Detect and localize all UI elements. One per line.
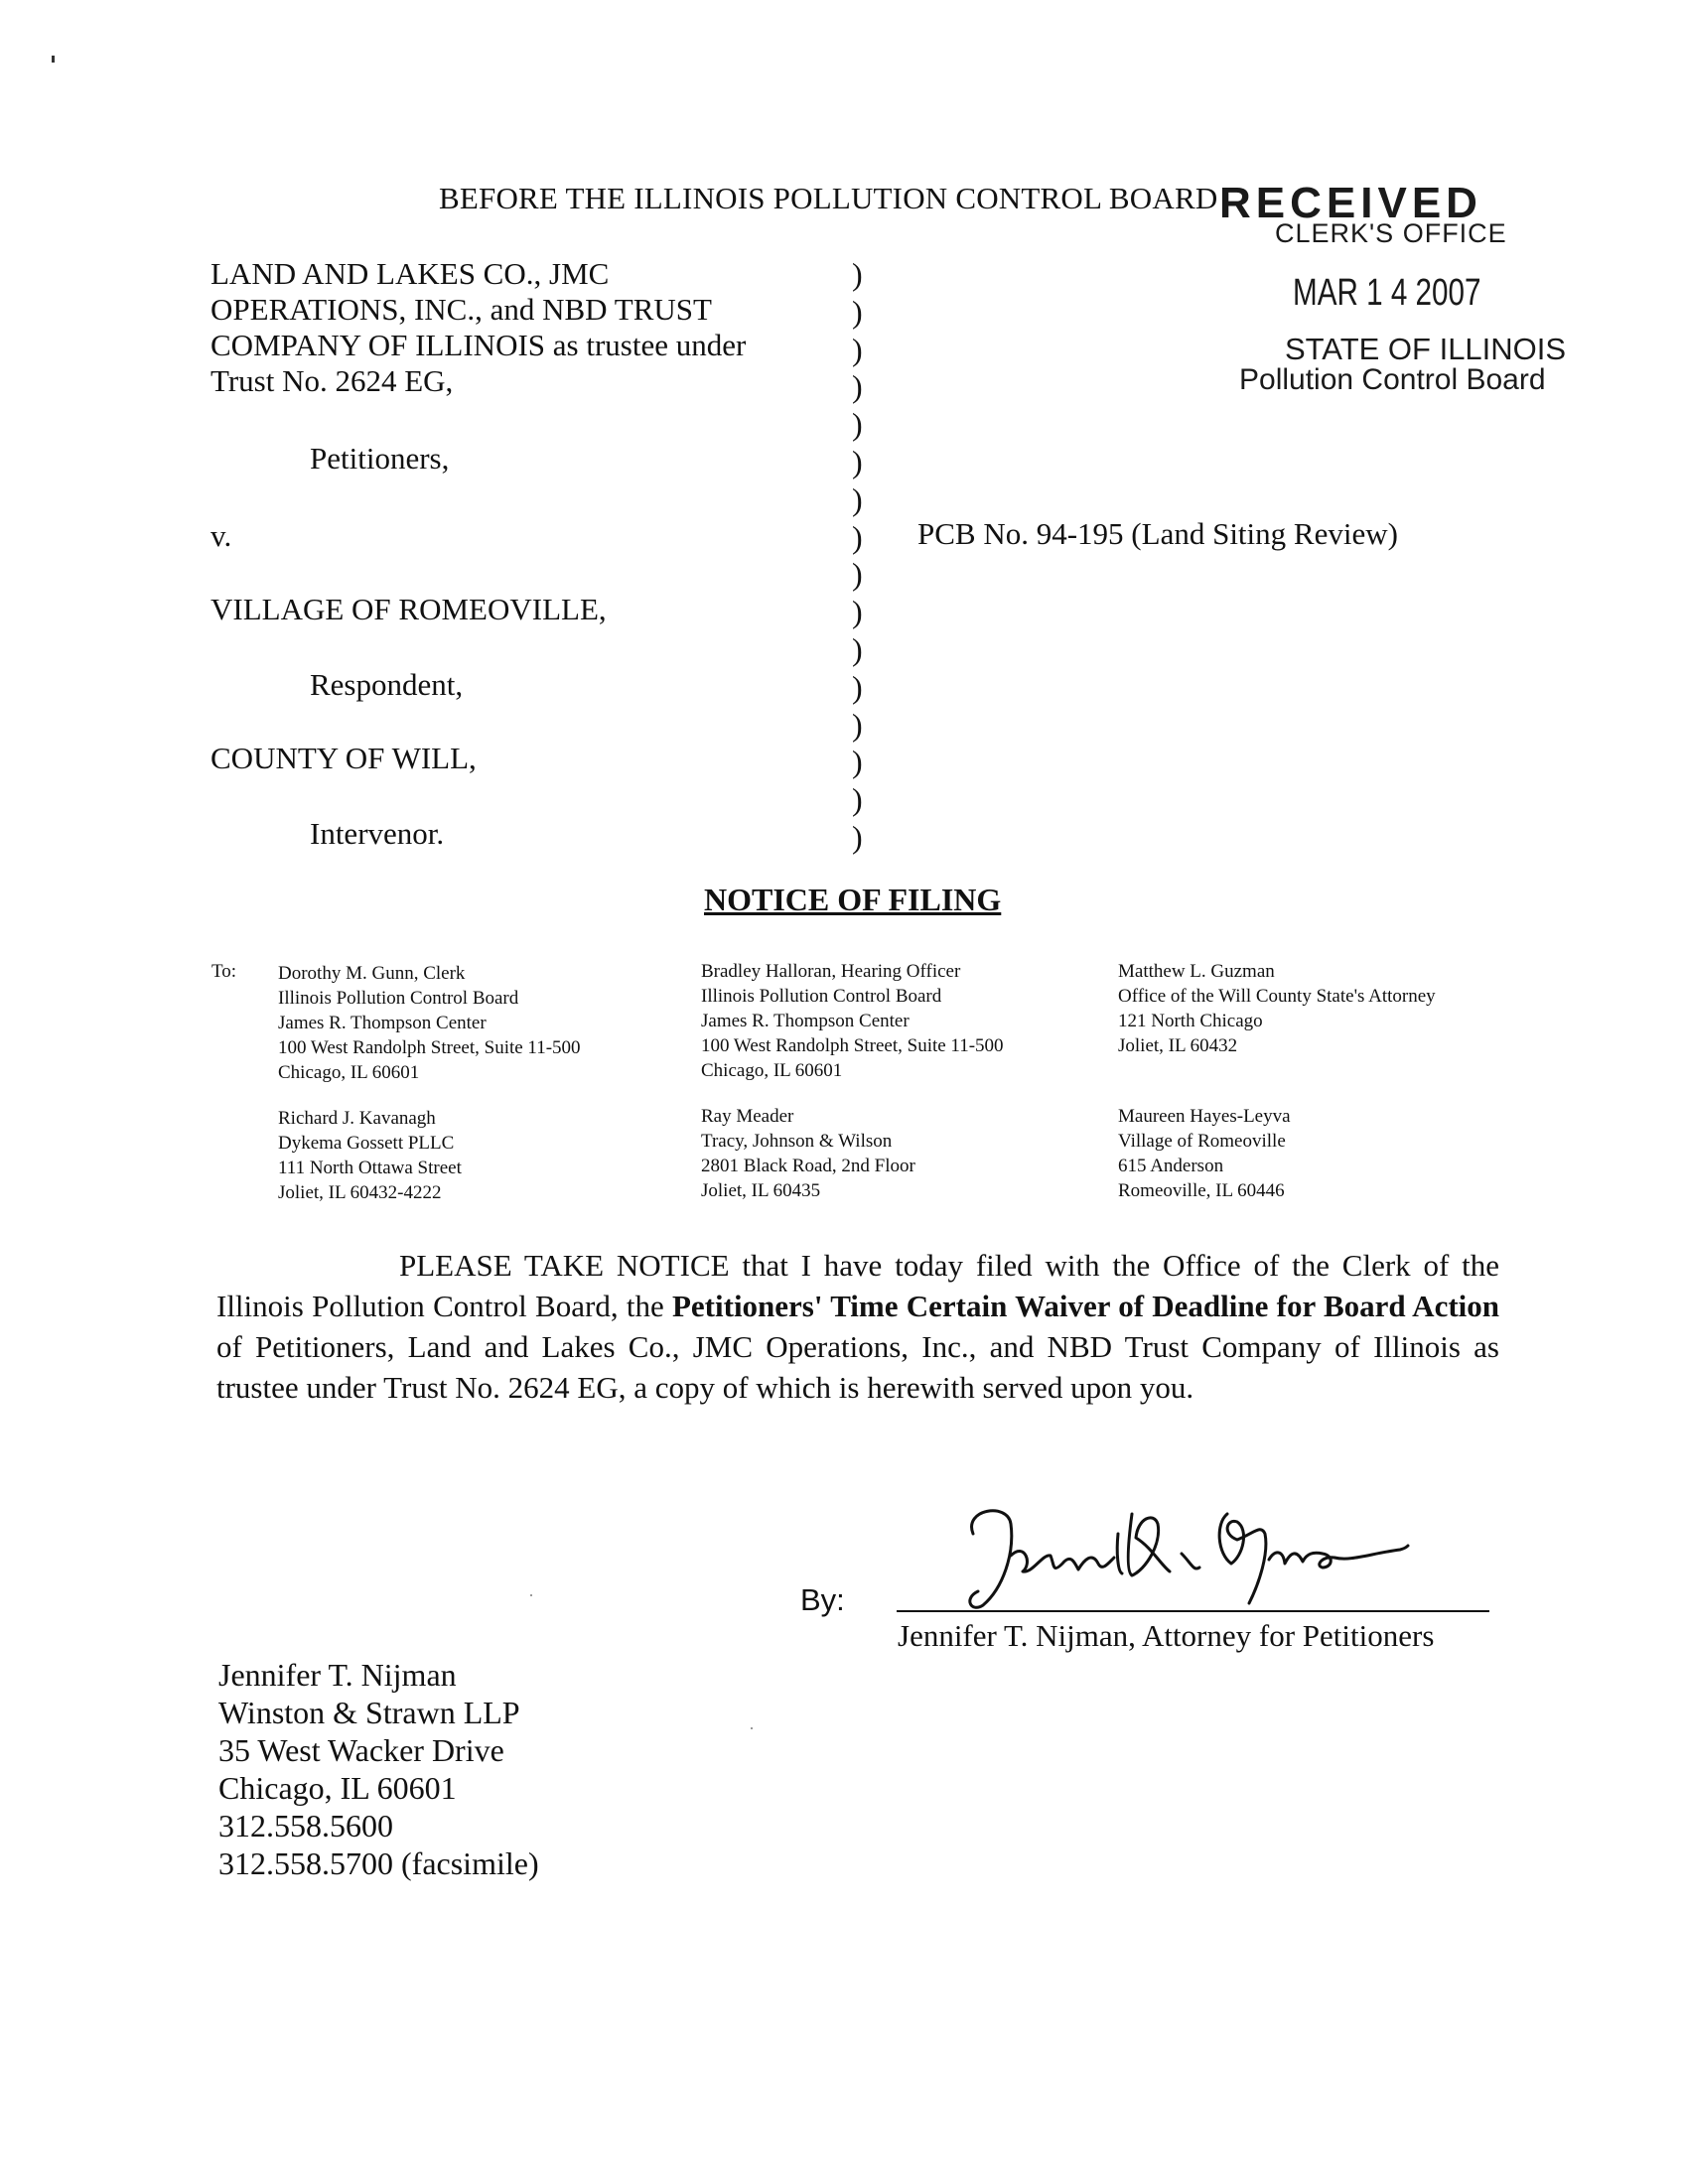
stamp-received: RECEIVED	[1219, 179, 1482, 227]
recipient-line: Ray Meader	[701, 1106, 794, 1127]
by-label: By:	[800, 1582, 845, 1617]
recipient-line: Tracy, Johnson & Wilson	[701, 1131, 893, 1152]
notice-title: NOTICE OF FILING	[704, 882, 1002, 917]
scan-speck	[751, 1727, 753, 1729]
stamp-office: CLERK'S OFFICE	[1275, 218, 1507, 248]
firm-address-block	[218, 1656, 539, 1882]
stamp-board: Pollution Control Board	[1239, 363, 1546, 396]
recipient-line: Chicago, IL 60601	[278, 1062, 420, 1083]
recipient-line: 2801 Black Road, 2nd Floor	[701, 1156, 915, 1176]
signer-name: Jennifer T. Nijman, Attorney for Petitioners	[898, 1618, 1435, 1653]
firm-line: Chicago, IL 60601	[218, 1770, 457, 1806]
recipient-line: 100 West Randolph Street, Suite 11-500	[278, 1037, 581, 1058]
recipient-line: Maureen Hayes-Leyva	[1118, 1106, 1291, 1127]
recipient-line: Village of Romeoville	[1118, 1131, 1286, 1152]
stamp-state: STATE OF ILLINOIS	[1285, 332, 1567, 366]
recipient-block	[278, 961, 581, 1085]
recipient-line: James R. Thompson Center	[278, 1013, 487, 1033]
recipient-block	[701, 959, 1004, 1083]
board-heading: BEFORE THE ILLINOIS POLLUTION CONTROL BOARD	[439, 181, 1218, 215]
notice-body	[216, 1245, 1499, 1408]
recipient-block	[701, 1104, 915, 1203]
firm-line: 312.558.5700 (facsimile)	[218, 1845, 539, 1881]
petitioner-line-3: COMPANY OF ILLINOIS as trustee under	[210, 328, 747, 362]
recipient-line: 100 West Randolph Street, Suite 11-500	[701, 1035, 1004, 1056]
caption-parentheses: ) ) ) ) ) ) ) ) ) ) ) ) ) ) ) )	[852, 256, 863, 855]
body-text: PLEASE TAKE NOTICE that I have today filed with the Office of the Clerk of the Illinois Pollution Control Board, the	[216, 1248, 1499, 1323]
recipient-line: 615 Anderson	[1118, 1156, 1224, 1176]
petitioner-line-1: LAND AND LAKES CO., JMC	[210, 256, 610, 291]
recipient-line: James R. Thompson Center	[701, 1011, 910, 1031]
petitioner-line-2: OPERATIONS, INC., and NBD TRUST	[210, 292, 712, 327]
petitioner-line-4: Trust No. 2624 EG,	[210, 363, 454, 398]
to-label: To:	[211, 961, 237, 982]
firm-line: 35 West Wacker Drive	[218, 1732, 504, 1768]
respondent-name: VILLAGE OF ROMEOVILLE,	[210, 592, 607, 626]
signature-line	[897, 1610, 1489, 1612]
recipient-line: Chicago, IL 60601	[701, 1060, 843, 1081]
body-text-continued: of Petitioners, Land and Lakes Co., JMC Operations, Inc., and NBD Trust Company of Illinois as trustee under Trust No. 2624 EG, a copy of which is herewith served upon you.	[216, 1329, 1499, 1405]
scan-speck	[530, 1594, 532, 1596]
firm-line: 312.558.5600	[218, 1808, 393, 1843]
firm-line: Winston & Strawn LLP	[218, 1695, 520, 1730]
respondent-role: Respondent,	[310, 667, 464, 702]
intervenor-role: Intervenor.	[310, 816, 445, 851]
versus-label: v.	[210, 518, 232, 553]
case-number: PCB No. 94-195 (Land Siting Review)	[917, 516, 1398, 551]
intervenor-name: COUNTY OF WILL,	[210, 741, 477, 775]
stamp-date: MAR 1 4 2007	[1293, 272, 1481, 314]
recipient-line: Romeoville, IL 60446	[1118, 1180, 1285, 1201]
scan-artifact	[52, 56, 55, 63]
recipient-line: 121 North Chicago	[1118, 1011, 1263, 1031]
body-document-title: Petitioners' Time Certain Waiver of Deadline for Board Action	[671, 1289, 1500, 1323]
petitioners-role: Petitioners,	[310, 441, 450, 476]
recipient-block	[1118, 1104, 1291, 1203]
recipient-line: Illinois Pollution Control Board	[701, 986, 942, 1007]
handwritten-signature	[933, 1494, 1410, 1623]
recipient-block	[278, 1106, 462, 1205]
recipient-line: 111 North Ottawa Street	[278, 1158, 462, 1178]
recipient-line: Joliet, IL 60432	[1118, 1035, 1238, 1056]
recipient-line: Dorothy M. Gunn, Clerk	[278, 963, 466, 984]
recipient-line: Bradley Halloran, Hearing Officer	[701, 961, 961, 982]
recipient-line: Matthew L. Guzman	[1118, 961, 1275, 982]
recipient-line: Illinois Pollution Control Board	[278, 988, 519, 1009]
firm-line: Jennifer T. Nijman	[218, 1657, 457, 1693]
recipient-line: Dykema Gossett PLLC	[278, 1133, 455, 1154]
recipient-line: Richard J. Kavanagh	[278, 1108, 436, 1129]
recipient-block	[1118, 959, 1436, 1058]
recipient-line: Joliet, IL 60435	[701, 1180, 821, 1201]
recipient-line: Joliet, IL 60432-4222	[278, 1182, 442, 1203]
recipient-line: Office of the Will County State's Attorney	[1118, 986, 1436, 1007]
